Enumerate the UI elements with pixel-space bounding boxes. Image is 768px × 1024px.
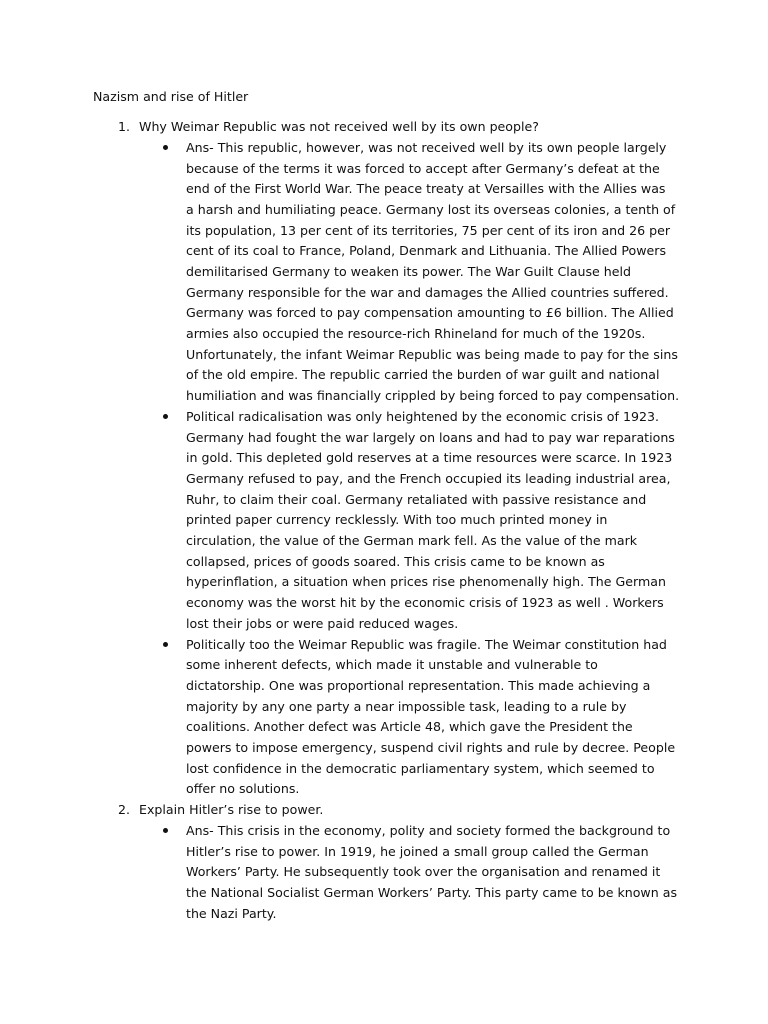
question-text: Explain Hitler’s rise to power.	[139, 802, 324, 817]
text-line: Unfortunately, the infant Weimar Republic was being made to pay for the sins	[186, 347, 678, 362]
text-line: end of the First World War. The peace treaty at Versailles with the Allies was	[186, 181, 666, 196]
question-text: Why Weimar Republic was not received well by its own people?	[139, 119, 539, 134]
question-number: 1.	[118, 119, 131, 134]
text-line: Germany had fought the war largely on loans and had to pay war reparations	[186, 430, 675, 445]
question-2	[118, 801, 323, 819]
text-line: Germany was forced to pay compensation amounting to £6 billion. The Allied	[186, 305, 674, 320]
text-line: collapsed, prices of goods soared. This crisis came to be known as	[186, 554, 605, 569]
question-1	[118, 118, 539, 136]
text-line: Ans- This crisis in the economy, polity and society formed the background to	[186, 823, 671, 838]
question-number: 2.	[118, 802, 131, 817]
text-line: of the old empire. The republic carried the burden of war guilt and national	[186, 367, 660, 382]
text-line: the National Socialist German Workers’ Party. This party came to be known as	[186, 885, 678, 900]
text-line: the Nazi Party.	[186, 906, 277, 921]
text-line: because of the terms it was forced to accept after Germany’s defeat at the	[186, 161, 660, 176]
text-line: Ans- This republic, however, was not received well by its own people largely	[186, 140, 667, 155]
text-line: printed paper currency recklessly. With too much printed money in	[186, 512, 608, 527]
text-line: powers to impose emergency, suspend civil rights and rule by decree. People	[186, 740, 676, 755]
bullet-icon	[160, 822, 174, 840]
text-line: dictatorship. One was proportional representation. This made achieving a	[186, 678, 651, 693]
text-line: lost confidence in the democratic parliamentary system, which seemed to	[186, 761, 655, 776]
text-line: hyperinflation, a situation when prices rise phenomenally high. The German	[186, 574, 666, 589]
text-line: Germany refused to pay, and the French occupied its leading industrial area,	[186, 471, 671, 486]
text-line: in gold. This depleted gold reserves at a time resources were scarce. In 1923	[186, 450, 673, 465]
text-line: Political radicalisation was only heightened by the economic crisis of 1923.	[186, 409, 660, 424]
text-line: offer no solutions.	[186, 781, 300, 796]
text-line: Germany responsible for the war and damages the Allied countries suffered.	[186, 285, 669, 300]
document-title: Nazism and rise of Hitler	[93, 89, 249, 104]
text-line: armies also occupied the resource-rich Rhineland for much of the 1920s.	[186, 326, 646, 341]
text-line: humiliation and was financially crippled by being forced to pay compensation.	[186, 388, 680, 403]
text-line: demilitarised Germany to weaken its power. The War Guilt Clause held	[186, 264, 631, 279]
text-line: majority by any one party a near impossible task, leading to a rule by	[186, 699, 627, 714]
text-line: its population, 13 per cent of its territories, 75 per cent of its iron and 26 per	[186, 223, 671, 238]
bullet-icon	[160, 408, 174, 426]
text-line: circulation, the value of the German mark fell. As the value of the mark	[186, 533, 638, 548]
text-line: Politically too the Weimar Republic was fragile. The Weimar constitution had	[186, 637, 667, 652]
text-line: lost their jobs or were paid reduced wages.	[186, 616, 459, 631]
text-line: some inherent defects, which made it unstable and vulnerable to	[186, 657, 598, 672]
text-line: coalitions. Another defect was Article 48, which gave the President the	[186, 719, 633, 734]
text-line: a harsh and humiliating peace. Germany lost its overseas colonies, a tenth of	[186, 202, 676, 217]
bullet-icon	[160, 139, 174, 157]
text-line: economy was the worst hit by the economic crisis of 1923 as well . Workers	[186, 595, 664, 610]
text-line: Workers’ Party. He subsequently took over the organisation and renamed it	[186, 864, 661, 879]
bullet-icon	[160, 636, 174, 654]
text-line: Ruhr, to claim their coal. Germany retaliated with passive resistance and	[186, 492, 647, 507]
text-line: cent of its coal to France, Poland, Denmark and Lithuania. The Allied Powers	[186, 243, 667, 258]
text-line: Hitler’s rise to power. In 1919, he joined a small group called the German	[186, 844, 649, 859]
